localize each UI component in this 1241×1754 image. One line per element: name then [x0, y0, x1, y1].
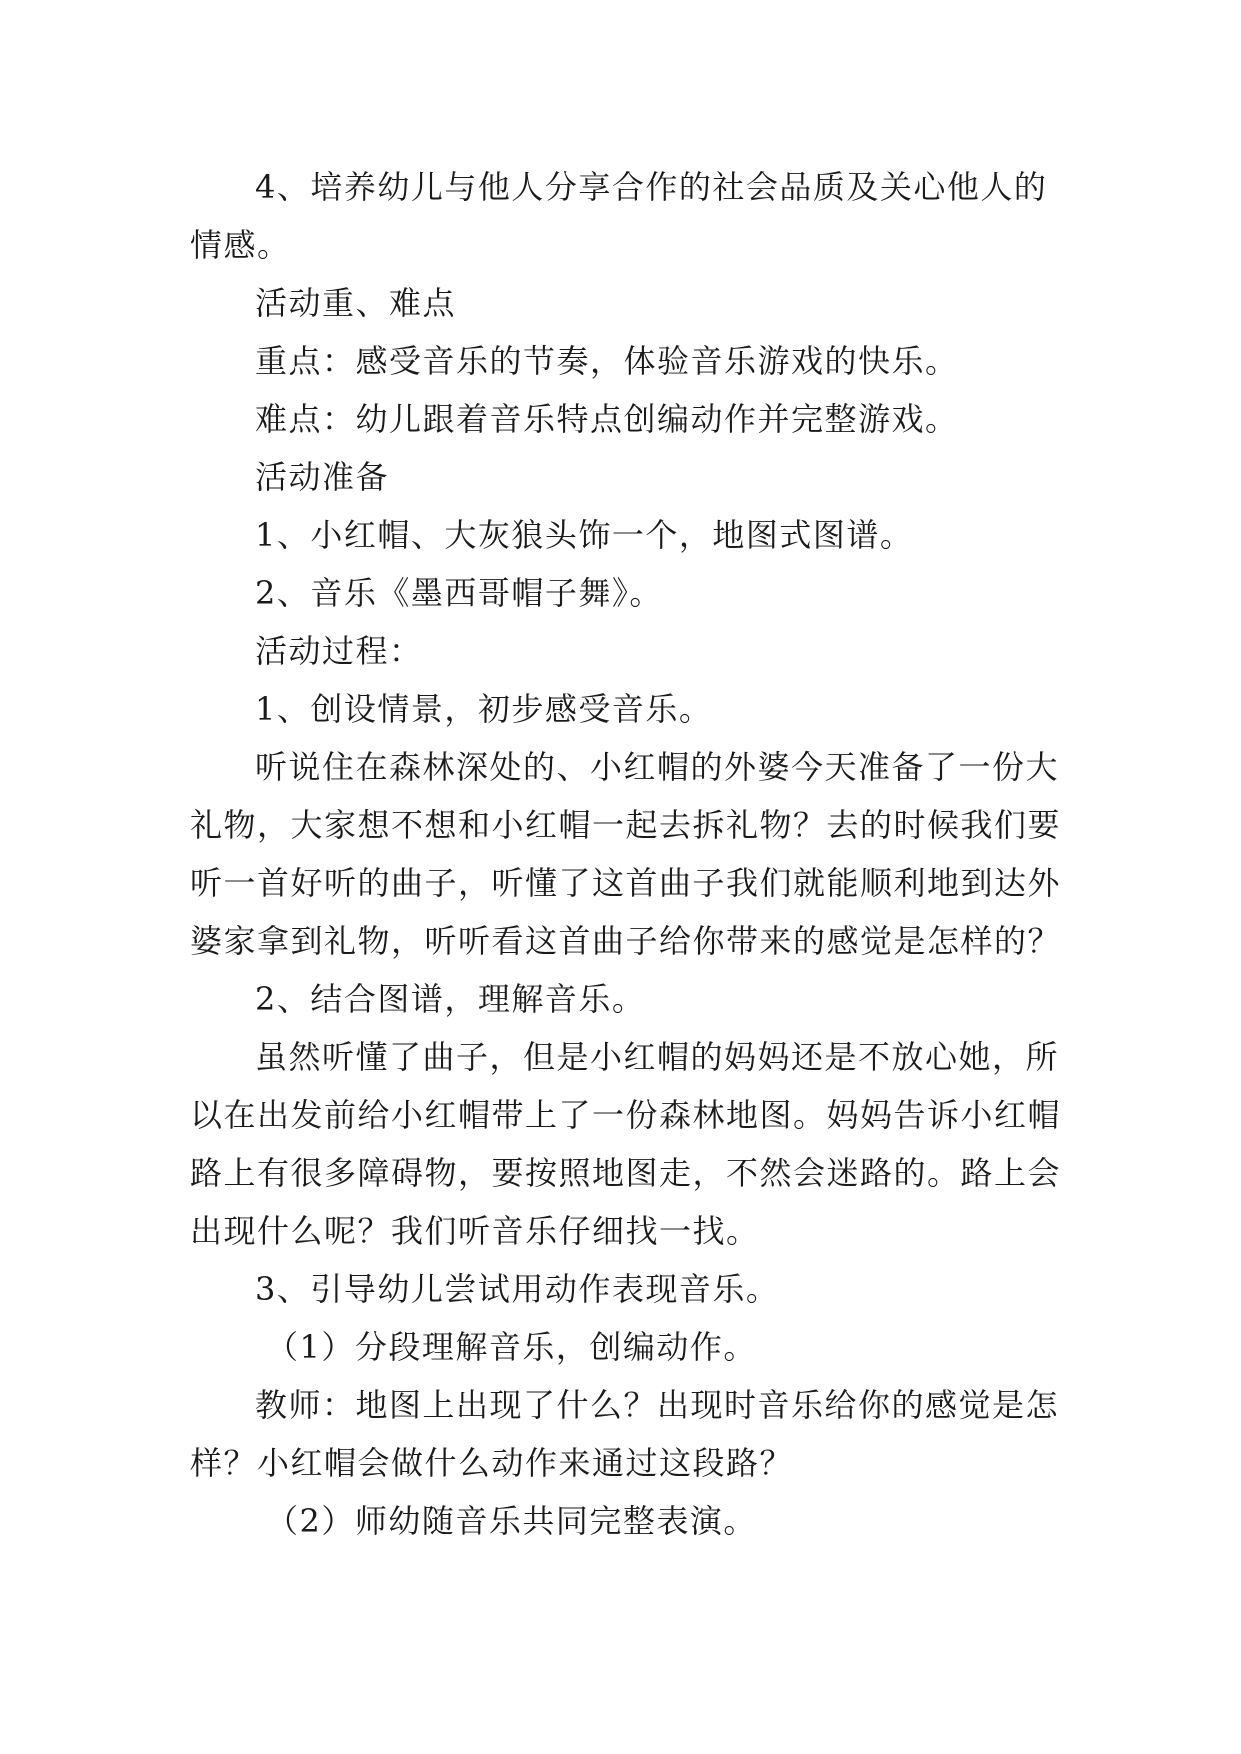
section-heading-process: 活动过程：: [255, 632, 423, 670]
process-step-1-paragraph-line: 听一首好听的曲子，听懂了这首曲子我们就能顺利地到达外: [190, 864, 1062, 902]
preparation-item-2: 2、音乐《墨西哥帽子舞》。: [255, 574, 663, 612]
process-step-1-paragraph-line: 礼物，大家想不想和小红帽一起去拆礼物？去的时候我们要: [190, 806, 1062, 844]
document-body: [190, 158, 1062, 1550]
process-step-1-paragraph: 听说住在森林深处的、小红帽的外婆今天准备了一份大: [255, 748, 1060, 786]
section-heading-key-points: 活动重、难点: [255, 284, 457, 322]
process-step-2-paragraph-line: 以在出发前给小红帽带上了一份森林地图。妈妈告诉小红帽: [190, 1096, 1062, 1134]
section-heading-preparation: 活动准备: [255, 458, 390, 496]
key-point: 重点：感受音乐的节奏，体验音乐游戏的快乐。: [255, 342, 959, 380]
process-step-1-paragraph-line: 婆家拿到礼物，听听看这首曲子给你带来的感觉是怎样的？: [190, 922, 1062, 960]
process-step-1-heading: 1、创设情景，初步感受音乐。: [255, 690, 713, 728]
process-step-3-sub-1: （1）分段理解音乐，创编动作。: [266, 1328, 757, 1366]
process-step-2-paragraph: 虽然听懂了曲子，但是小红帽的妈妈还是不放心她，所: [255, 1038, 1060, 1076]
teacher-question: 教师：地图上出现了什么？出现时音乐给你的感觉是怎: [255, 1386, 1060, 1424]
process-step-2-paragraph-line: 出现什么呢？我们听音乐仔细找一找。: [190, 1212, 760, 1250]
process-step-3-heading: 3、引导幼儿尝试用动作表现音乐。: [255, 1270, 780, 1308]
process-step-2-paragraph-line: 路上有很多障碍物，要按照地图走，不然会迷路的。路上会: [190, 1154, 1062, 1192]
process-step-2-heading: 2、结合图谱，理解音乐。: [255, 980, 646, 1018]
difficult-point: 难点：幼儿跟着音乐特点创编动作并完整游戏。: [255, 400, 959, 438]
goal-item-4: 4、培养幼儿与他人分享合作的社会品质及关心他人的: [255, 168, 1048, 206]
process-step-3-sub-2: （2）师幼随音乐共同完整表演。: [266, 1502, 757, 1540]
goal-item-4-continued: 情感。: [190, 226, 291, 264]
teacher-question-continued: 样？小红帽会做什么动作来通过这段路？: [190, 1444, 794, 1482]
preparation-item-1: 1、小红帽、大灰狼头饰一个，地图式图谱。: [255, 516, 914, 554]
